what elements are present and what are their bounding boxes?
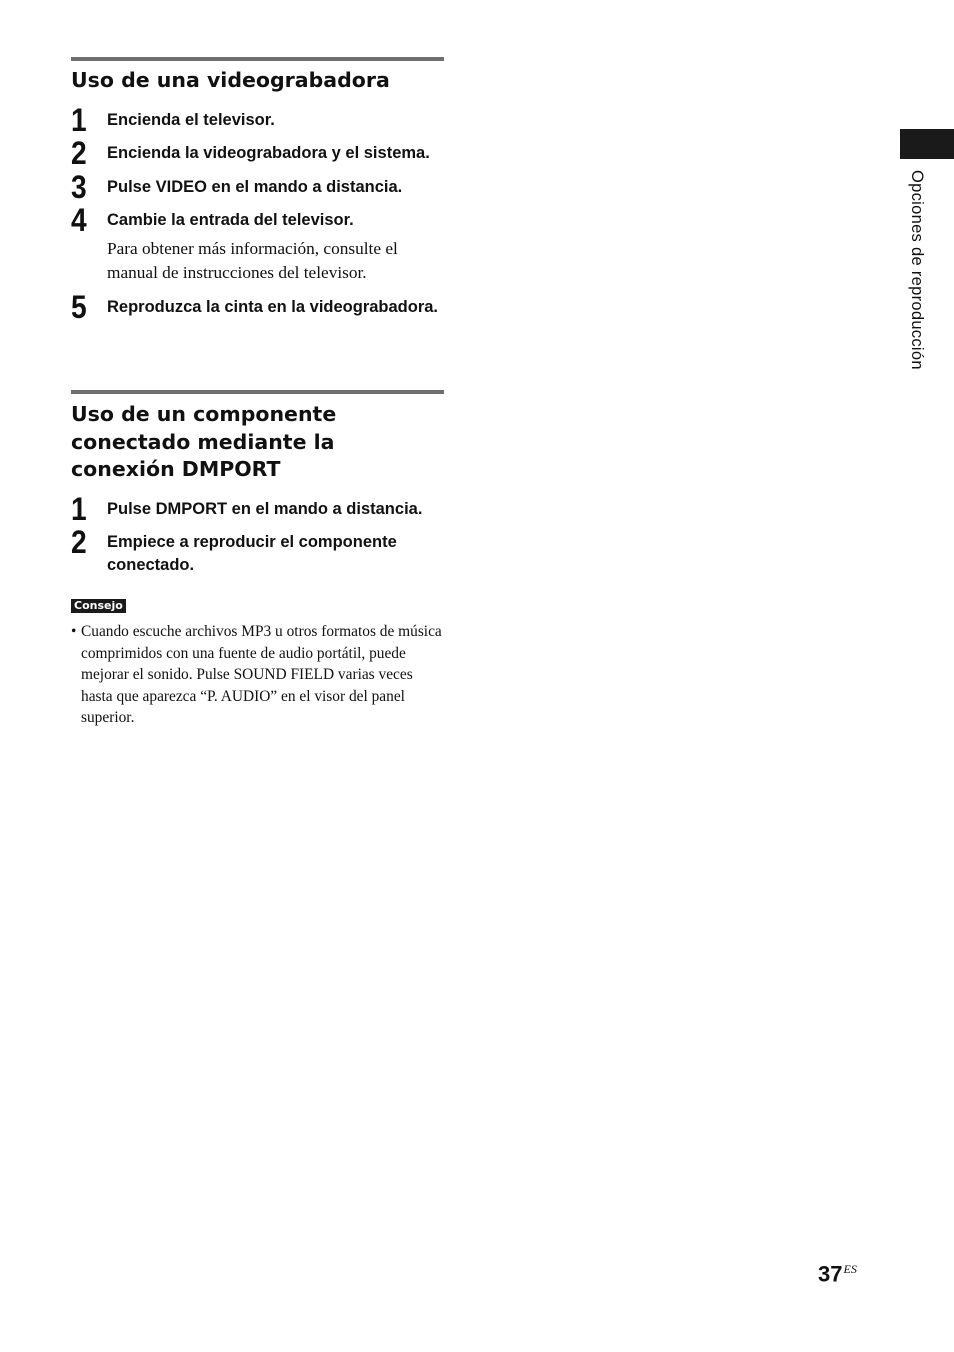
step-text: Pulse DMPORT en el mando a distancia. [107, 499, 423, 518]
chapter-tab-marker [900, 129, 954, 159]
tip-item [71, 621, 444, 729]
step-item [71, 168, 444, 205]
step-number: 1 [71, 101, 87, 138]
tip-label: Consejo [71, 599, 126, 613]
step-item [71, 135, 444, 171]
step-text: Encienda el televisor. [107, 110, 275, 129]
step-item [71, 101, 444, 138]
step-text: Pulse VIDEO en el mando a distancia. [107, 177, 403, 196]
section-title: Uso de una videograbadora [71, 68, 390, 92]
page-number-value: 37 [818, 1261, 843, 1287]
step-number: 5 [71, 288, 87, 325]
section-dmport [71, 390, 444, 729]
step-item [71, 288, 444, 325]
bullet-icon: • [71, 623, 77, 640]
section-title: Uso de un componente conectado mediante la conexión DMPORT [71, 402, 337, 481]
section-vcr [71, 57, 444, 325]
step-text: Reproduzca la cinta en la videograbadora. [107, 297, 439, 316]
section-rule [71, 57, 444, 61]
tip-text: Cuando escuche archivos MP3 u otros formatos de música comprimidos con una fuente de audio portátil, puede mejorar el sonido. Pulse SOUND FIELD varias veces hasta que aparezca “P. AUDIO” en el visor del panel superior. [81, 623, 442, 726]
step-item [71, 524, 444, 576]
page-number [818, 1256, 857, 1287]
step-item [71, 202, 444, 285]
step-number: 3 [71, 168, 87, 205]
step-text: Empiece a reproducir el componente conectado. [107, 533, 397, 574]
chapter-side-label: Opciones de reproducción [908, 170, 926, 370]
section-rule [71, 390, 444, 394]
step-number: 1 [71, 490, 87, 527]
step-text: Cambie la entrada del televisor. [107, 211, 354, 229]
step-number: 2 [71, 135, 87, 171]
tip-box [71, 596, 444, 729]
page-language-suffix: ES [843, 1262, 857, 1276]
step-text: Encienda la videograbadora y el sistema. [107, 144, 430, 162]
step-item [71, 490, 444, 527]
step-number: 2 [71, 524, 87, 560]
step-number: 4 [71, 202, 87, 238]
step-note: Para obtener más información, consulte el manual de instrucciones del televisor. [107, 238, 398, 282]
